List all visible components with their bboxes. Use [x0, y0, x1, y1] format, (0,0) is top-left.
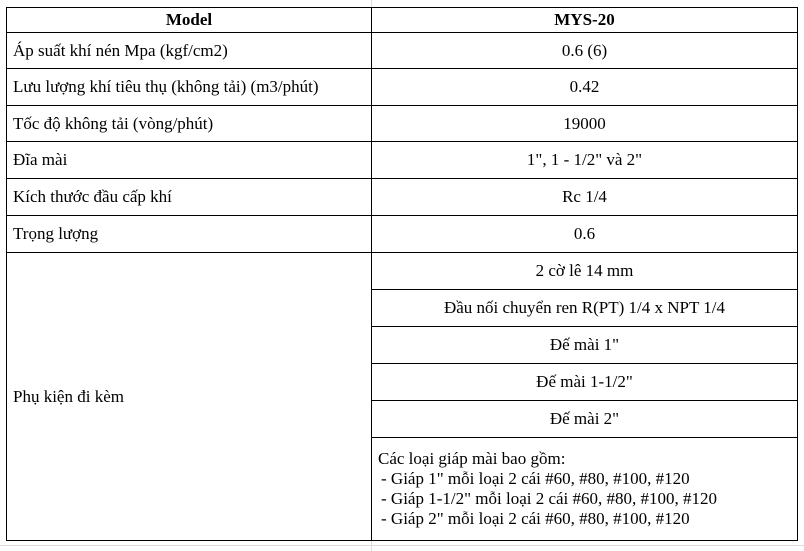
accessory-cell[interactable]: Đầu nối chuyển ren R(PT) 1/4 x NPT 1/4: [372, 290, 798, 327]
row-label-cell[interactable]: Kích thước đầu cấp khí: [7, 179, 372, 216]
table-row: [7, 106, 798, 142]
spec-table: [6, 7, 798, 541]
grit-title: Các loại giáp mài bao gồm:: [378, 449, 566, 468]
header-model-value-cell[interactable]: MYS-20: [372, 8, 798, 33]
row-value-cell[interactable]: Rc 1/4: [372, 179, 798, 216]
accessory-cell[interactable]: Đế mài 1-1/2": [372, 364, 798, 401]
grit-cell[interactable]: [372, 438, 798, 541]
row-label-cell[interactable]: Áp suất khí nén Mpa (kgf/cm2): [7, 33, 372, 69]
accessories-label-cell[interactable]: Phụ kiện đi kèm: [7, 253, 372, 541]
accessory-cell[interactable]: Đế mài 2": [372, 401, 798, 438]
row-value-cell[interactable]: 0.42: [372, 69, 798, 106]
header-model-cell[interactable]: Model: [7, 8, 372, 33]
row-label-cell[interactable]: Lưu lượng khí tiêu thụ (không tải) (m3/phút): [7, 69, 372, 106]
accessory-cell[interactable]: 2 cờ lê 14 mm: [372, 253, 798, 290]
row-value-cell[interactable]: 0.6 (6): [372, 33, 798, 69]
row-value-cell[interactable]: 0.6: [372, 216, 798, 253]
grit-line: - Giáp 1" mỗi loại 2 cái #60, #80, #100, #120: [381, 469, 690, 488]
row-label-cell[interactable]: Trọng lượng: [7, 216, 372, 253]
table-row: [7, 216, 798, 253]
table-row: [7, 69, 798, 106]
table-row: [7, 179, 798, 216]
table-row: [7, 33, 798, 69]
grit-line: - Giáp 2" mỗi loại 2 cái #60, #80, #100, #120: [381, 509, 690, 528]
gridline: [0, 545, 804, 546]
row-label-cell[interactable]: Tốc độ không tải (vòng/phút): [7, 106, 372, 142]
table-row: [7, 142, 798, 179]
row-label-cell[interactable]: Đĩa mài: [7, 142, 372, 179]
accessory-cell[interactable]: Đế mài 1": [372, 327, 798, 364]
grit-line: - Giáp 1-1/2" mỗi loại 2 cái #60, #80, #100, #120: [381, 489, 718, 508]
row-value-cell[interactable]: 1", 1 - 1/2" và 2": [372, 142, 798, 179]
header-row: [7, 8, 798, 33]
row-value-cell[interactable]: 19000: [372, 106, 798, 142]
table-row: [7, 253, 798, 290]
